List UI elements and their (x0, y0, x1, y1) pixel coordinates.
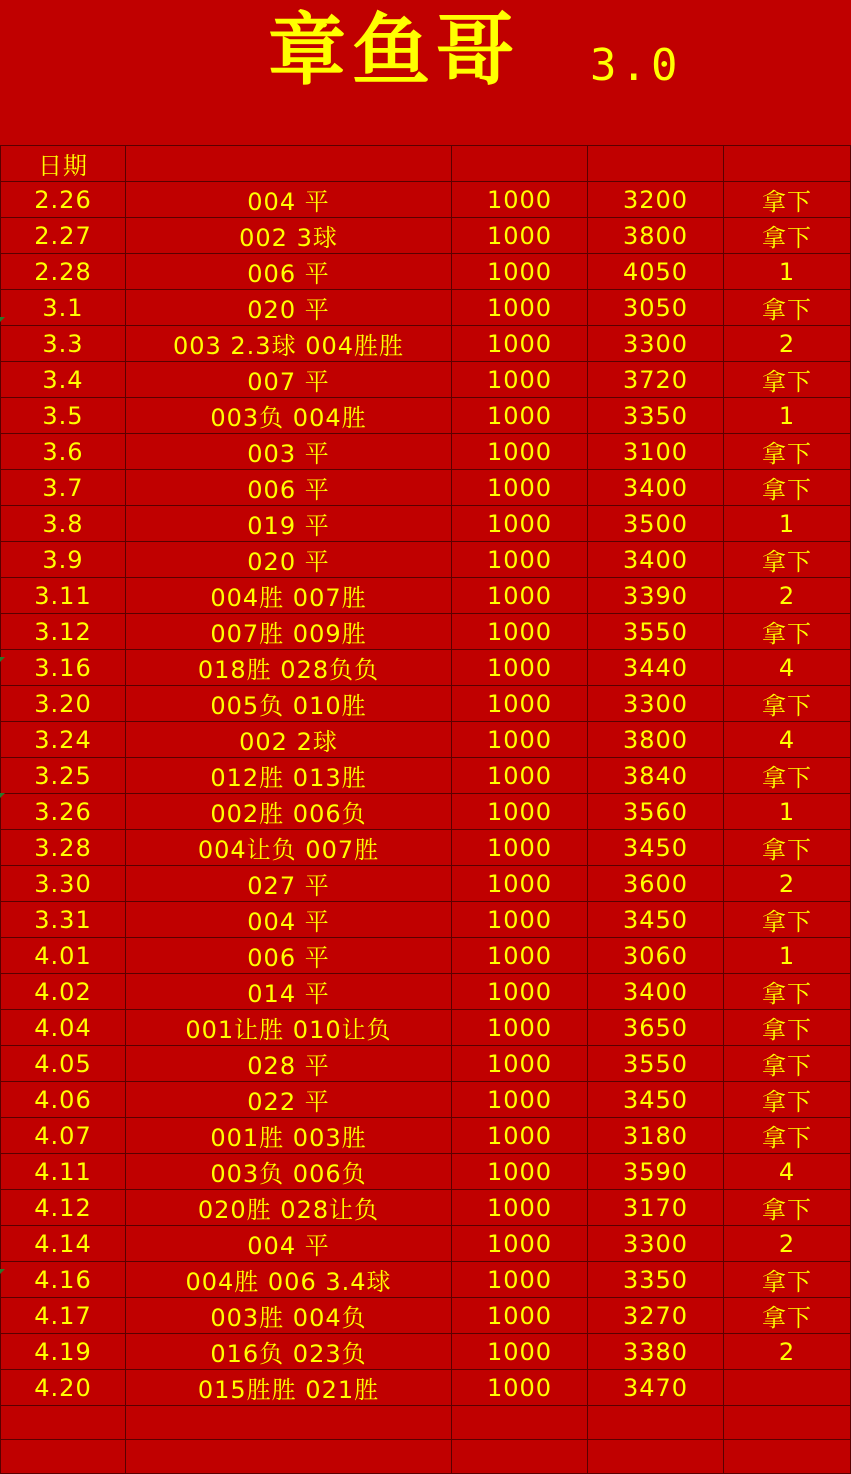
pick-cell[interactable]: 004胜 007胜 (126, 578, 452, 614)
return-cell[interactable]: 3170 (588, 1190, 724, 1226)
pick-cell[interactable]: 020胜 028让负 (126, 1190, 452, 1226)
stake-cell[interactable]: 1000 (452, 254, 588, 290)
return-cell[interactable]: 3380 (588, 1334, 724, 1370)
result-cell[interactable]: 2 (724, 866, 851, 902)
table-row (1, 1046, 851, 1082)
result-cell[interactable]: 4 (724, 1154, 851, 1190)
result-cell[interactable]: 2 (724, 1226, 851, 1262)
return-cell[interactable]: 3400 (588, 974, 724, 1010)
stake-cell[interactable]: 1000 (452, 578, 588, 614)
table-row (1, 398, 851, 434)
table-row (1, 1190, 851, 1226)
return-cell[interactable]: 3720 (588, 362, 724, 398)
table-row (1, 1334, 851, 1370)
table-row (1, 362, 851, 398)
date-cell[interactable]: 3.16 (1, 650, 126, 686)
stake-cell[interactable]: 1000 (452, 506, 588, 542)
date-cell[interactable]: 3.7 (1, 470, 126, 506)
stake-cell[interactable]: 1000 (452, 794, 588, 830)
pick-cell[interactable]: 001胜 003胜 (126, 1118, 452, 1154)
pick-cell[interactable]: 001让胜 010让负 (126, 1010, 452, 1046)
stake-cell[interactable]: 1000 (452, 362, 588, 398)
table-row (1, 1010, 851, 1046)
date-cell[interactable]: 4.14 (1, 1226, 126, 1262)
result-cell[interactable]: 拿下 (724, 362, 851, 398)
date-cell[interactable]: 4.02 (1, 974, 126, 1010)
return-cell[interactable]: 3200 (588, 182, 724, 218)
stake-cell[interactable]: 1000 (452, 326, 588, 362)
table-row (1, 290, 851, 326)
table-row (1, 1440, 851, 1474)
result-cell[interactable]: 1 (724, 398, 851, 434)
result-cell[interactable]: 拿下 (724, 686, 851, 722)
date-cell[interactable] (1, 1406, 126, 1440)
return-cell[interactable]: 3300 (588, 1226, 724, 1262)
return-cell[interactable]: 3400 (588, 470, 724, 506)
table-row (1, 1226, 851, 1262)
stake-cell[interactable]: 1000 (452, 182, 588, 218)
pick-cell[interactable]: 002 3球 (126, 218, 452, 254)
result-cell[interactable]: 拿下 (724, 290, 851, 326)
table-row (1, 326, 851, 362)
stake-cell[interactable]: 1000 (452, 218, 588, 254)
stake-cell[interactable]: 1000 (452, 866, 588, 902)
return-cell[interactable]: 3800 (588, 722, 724, 758)
pick-cell[interactable]: 028 平 (126, 1046, 452, 1082)
stake-cell[interactable]: 1000 (452, 1334, 588, 1370)
table-header-row (1, 146, 851, 182)
table-row (1, 1082, 851, 1118)
table-row (1, 1118, 851, 1154)
table-row (1, 974, 851, 1010)
result-cell[interactable]: 拿下 (724, 830, 851, 866)
date-cell[interactable]: 4.17 (1, 1298, 126, 1334)
table-row (1, 614, 851, 650)
pick-cell[interactable]: 002 2球 (126, 722, 452, 758)
cell-comment-marker (0, 657, 5, 662)
result-cell[interactable]: 2 (724, 578, 851, 614)
return-cell[interactable]: 3600 (588, 866, 724, 902)
date-cell[interactable]: 3.3 (1, 326, 126, 362)
cell-comment-marker (0, 793, 5, 798)
date-cell[interactable]: 3.28 (1, 830, 126, 866)
return-cell[interactable]: 3350 (588, 1262, 724, 1298)
result-cell[interactable]: 拿下 (724, 1010, 851, 1046)
pick-cell[interactable] (126, 1406, 452, 1440)
table-row (1, 182, 851, 218)
date-cell[interactable]: 3.9 (1, 542, 126, 578)
pick-cell[interactable]: 014 平 (126, 974, 452, 1010)
pick-cell[interactable]: 027 平 (126, 866, 452, 902)
date-cell[interactable]: 3.25 (1, 758, 126, 794)
table-body (1, 146, 851, 1474)
return-cell[interactable]: 3300 (588, 686, 724, 722)
stake-cell[interactable]: 1000 (452, 470, 588, 506)
date-cell[interactable]: 2.27 (1, 218, 126, 254)
schedule-table (0, 145, 851, 1474)
result-cell[interactable]: 拿下 (724, 542, 851, 578)
stake-cell[interactable]: 1000 (452, 902, 588, 938)
date-cell[interactable]: 2.26 (1, 182, 126, 218)
date-cell[interactable]: 4.06 (1, 1082, 126, 1118)
pick-cell[interactable]: 018胜 028负负 (126, 650, 452, 686)
pick-cell[interactable]: 002胜 006负 (126, 794, 452, 830)
date-cell[interactable]: 4.05 (1, 1046, 126, 1082)
return-cell[interactable]: 3060 (588, 938, 724, 974)
result-cell[interactable]: 拿下 (724, 182, 851, 218)
return-cell[interactable]: 3800 (588, 218, 724, 254)
result-cell[interactable]: 拿下 (724, 1118, 851, 1154)
stake-cell[interactable]: 1000 (452, 650, 588, 686)
date-cell[interactable]: 4.04 (1, 1010, 126, 1046)
result-cell[interactable]: 拿下 (724, 470, 851, 506)
pick-cell[interactable]: 003胜 004负 (126, 1298, 452, 1334)
return-cell[interactable]: 3450 (588, 1082, 724, 1118)
pick-cell[interactable]: 004 平 (126, 902, 452, 938)
stake-cell[interactable]: 1000 (452, 434, 588, 470)
result-cell[interactable]: 1 (724, 938, 851, 974)
date-cell[interactable]: 4.16 (1, 1262, 126, 1298)
date-cell[interactable]: 3.31 (1, 902, 126, 938)
table-row (1, 830, 851, 866)
stake-cell[interactable]: 1000 (452, 542, 588, 578)
result-cell[interactable]: 拿下 (724, 1082, 851, 1118)
return-cell[interactable]: 3650 (588, 1010, 724, 1046)
table-row (1, 434, 851, 470)
pick-cell[interactable]: 022 平 (126, 1082, 452, 1118)
header-cell-result[interactable] (724, 146, 851, 182)
pick-cell[interactable]: 012胜 013胜 (126, 758, 452, 794)
table-row (1, 722, 851, 758)
stake-cell[interactable]: 1000 (452, 1370, 588, 1406)
date-cell[interactable]: 4.19 (1, 1334, 126, 1370)
stake-cell[interactable]: 1000 (452, 722, 588, 758)
result-cell[interactable]: 2 (724, 1334, 851, 1370)
table-row (1, 758, 851, 794)
result-cell[interactable]: 拿下 (724, 902, 851, 938)
stake-cell[interactable] (452, 1406, 588, 1440)
return-cell[interactable]: 3180 (588, 1118, 724, 1154)
result-cell[interactable]: 拿下 (724, 434, 851, 470)
return-cell[interactable]: 3500 (588, 506, 724, 542)
return-cell[interactable]: 3390 (588, 578, 724, 614)
result-cell[interactable] (724, 1370, 851, 1406)
result-cell[interactable] (724, 1440, 851, 1474)
return-cell[interactable]: 3050 (588, 290, 724, 326)
pick-cell[interactable]: 019 平 (126, 506, 452, 542)
table-row (1, 938, 851, 974)
table-row (1, 1154, 851, 1190)
result-cell[interactable]: 拿下 (724, 974, 851, 1010)
pick-cell[interactable]: 004 平 (126, 182, 452, 218)
result-cell[interactable]: 拿下 (724, 1046, 851, 1082)
pick-cell[interactable]: 007 平 (126, 362, 452, 398)
page-title: 章鱼哥 (268, 5, 521, 96)
date-cell[interactable]: 3.5 (1, 398, 126, 434)
pick-cell[interactable]: 003负 006负 (126, 1154, 452, 1190)
stake-cell[interactable]: 1000 (452, 1226, 588, 1262)
date-cell[interactable]: 3.12 (1, 614, 126, 650)
return-cell[interactable]: 3840 (588, 758, 724, 794)
pick-cell[interactable]: 007胜 009胜 (126, 614, 452, 650)
date-cell[interactable]: 2.28 (1, 254, 126, 290)
date-cell[interactable]: 3.1 (1, 290, 126, 326)
table-row (1, 506, 851, 542)
pick-cell[interactable]: 005负 010胜 (126, 686, 452, 722)
result-cell[interactable]: 4 (724, 650, 851, 686)
return-cell[interactable]: 3440 (588, 650, 724, 686)
return-cell[interactable]: 4050 (588, 254, 724, 290)
result-cell[interactable]: 拿下 (724, 1262, 851, 1298)
date-cell[interactable]: 3.11 (1, 578, 126, 614)
pick-cell[interactable]: 016负 023负 (126, 1334, 452, 1370)
date-cell[interactable]: 3.8 (1, 506, 126, 542)
date-cell[interactable]: 4.01 (1, 938, 126, 974)
cell-comment-marker (0, 317, 5, 322)
pick-cell[interactable]: 006 平 (126, 470, 452, 506)
return-cell[interactable]: 3300 (588, 326, 724, 362)
date-cell[interactable]: 3.30 (1, 866, 126, 902)
stake-cell[interactable]: 1000 (452, 1010, 588, 1046)
table-row (1, 254, 851, 290)
result-cell[interactable]: 拿下 (724, 614, 851, 650)
table-row (1, 1370, 851, 1406)
return-cell[interactable] (588, 1406, 724, 1440)
stake-cell[interactable]: 1000 (452, 686, 588, 722)
return-cell[interactable]: 3450 (588, 902, 724, 938)
pick-cell[interactable]: 006 平 (126, 938, 452, 974)
header-cell-date[interactable]: 日期 (1, 146, 126, 182)
return-cell[interactable]: 3350 (588, 398, 724, 434)
date-cell[interactable]: 4.07 (1, 1118, 126, 1154)
pick-cell[interactable]: 003 平 (126, 434, 452, 470)
date-cell[interactable]: 3.4 (1, 362, 126, 398)
stake-cell[interactable]: 1000 (452, 830, 588, 866)
stake-cell[interactable]: 1000 (452, 1154, 588, 1190)
date-cell[interactable]: 4.20 (1, 1370, 126, 1406)
result-cell[interactable]: 拿下 (724, 218, 851, 254)
header-cell-return[interactable] (588, 146, 724, 182)
return-cell[interactable]: 3590 (588, 1154, 724, 1190)
table-row (1, 542, 851, 578)
pick-cell[interactable]: 003 2.3球 004胜胜 (126, 326, 452, 362)
pick-cell[interactable]: 020 平 (126, 290, 452, 326)
stake-cell[interactable]: 1000 (452, 1262, 588, 1298)
pick-cell[interactable] (126, 1440, 452, 1474)
result-cell[interactable]: 4 (724, 722, 851, 758)
table-row (1, 794, 851, 830)
return-cell[interactable] (588, 1440, 724, 1474)
result-cell[interactable]: 拿下 (724, 1298, 851, 1334)
stake-cell[interactable]: 1000 (452, 974, 588, 1010)
table-row (1, 1298, 851, 1334)
pick-cell[interactable]: 006 平 (126, 254, 452, 290)
date-cell[interactable]: 4.11 (1, 1154, 126, 1190)
return-cell[interactable]: 3560 (588, 794, 724, 830)
table-row (1, 650, 851, 686)
return-cell[interactable]: 3100 (588, 434, 724, 470)
stake-cell[interactable]: 1000 (452, 614, 588, 650)
cell-comment-marker (0, 1269, 5, 1274)
title-bar (0, 0, 851, 145)
table-row (1, 686, 851, 722)
header-cell-stake[interactable] (452, 146, 588, 182)
return-cell[interactable]: 3270 (588, 1298, 724, 1334)
table-row (1, 218, 851, 254)
table-row (1, 902, 851, 938)
stake-cell[interactable]: 1000 (452, 1190, 588, 1226)
stake-cell[interactable] (452, 1440, 588, 1474)
version-label: 3.0 (590, 40, 682, 91)
return-cell[interactable]: 3450 (588, 830, 724, 866)
return-cell[interactable]: 3550 (588, 614, 724, 650)
result-cell[interactable]: 1 (724, 506, 851, 542)
stake-cell[interactable]: 1000 (452, 758, 588, 794)
pick-cell[interactable]: 003负 004胜 (126, 398, 452, 434)
pick-cell[interactable]: 020 平 (126, 542, 452, 578)
header-cell-pick[interactable] (126, 146, 452, 182)
date-cell[interactable]: 4.12 (1, 1190, 126, 1226)
return-cell[interactable]: 3400 (588, 542, 724, 578)
pick-cell[interactable]: 004让负 007胜 (126, 830, 452, 866)
pick-cell[interactable]: 015胜胜 021胜 (126, 1370, 452, 1406)
date-cell[interactable]: 3.24 (1, 722, 126, 758)
stake-cell[interactable]: 1000 (452, 1046, 588, 1082)
table-row (1, 578, 851, 614)
stake-cell[interactable]: 1000 (452, 290, 588, 326)
result-cell[interactable]: 2 (724, 326, 851, 362)
table-row (1, 1262, 851, 1298)
return-cell[interactable]: 3550 (588, 1046, 724, 1082)
stake-cell[interactable]: 1000 (452, 398, 588, 434)
result-cell[interactable] (724, 1406, 851, 1440)
date-cell[interactable]: 3.6 (1, 434, 126, 470)
stake-cell[interactable]: 1000 (452, 938, 588, 974)
pick-cell[interactable]: 004 平 (126, 1226, 452, 1262)
stake-cell[interactable]: 1000 (452, 1118, 588, 1154)
result-cell[interactable]: 1 (724, 254, 851, 290)
table-row (1, 1406, 851, 1440)
result-cell[interactable]: 拿下 (724, 758, 851, 794)
date-cell[interactable]: 3.20 (1, 686, 126, 722)
table-row (1, 470, 851, 506)
result-cell[interactable]: 拿下 (724, 1190, 851, 1226)
stake-cell[interactable]: 1000 (452, 1082, 588, 1118)
pick-cell[interactable]: 004胜 006 3.4球 (126, 1262, 452, 1298)
date-cell[interactable]: 3.26 (1, 794, 126, 830)
return-cell[interactable]: 3470 (588, 1370, 724, 1406)
date-cell[interactable] (1, 1440, 126, 1474)
result-cell[interactable]: 1 (724, 794, 851, 830)
table-row (1, 866, 851, 902)
stake-cell[interactable]: 1000 (452, 1298, 588, 1334)
